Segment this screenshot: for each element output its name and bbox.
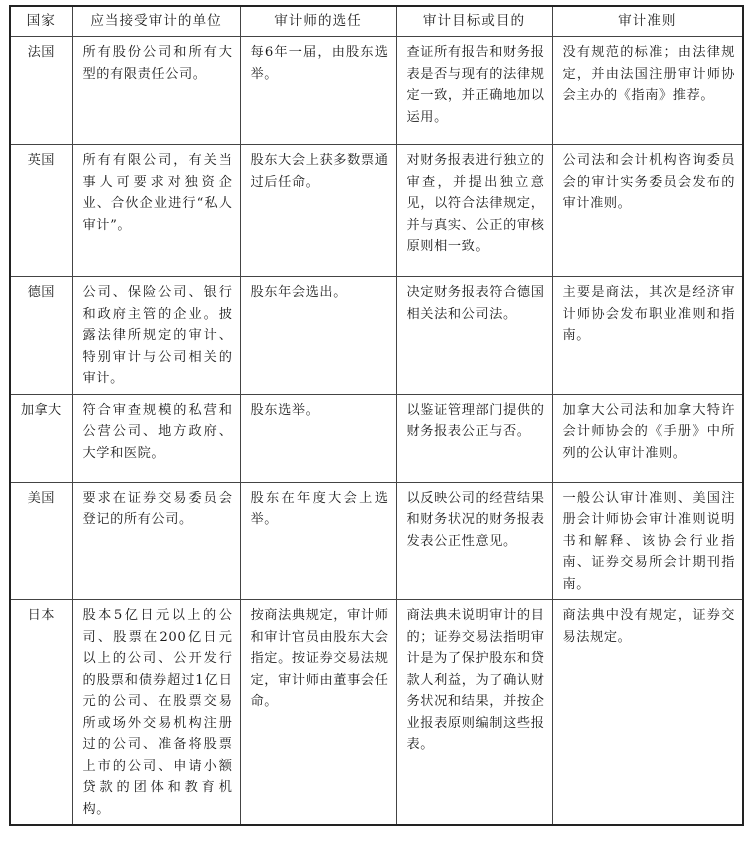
cell-auditor-selection: 股东年会选出。 — [240, 277, 396, 395]
table-row-germany — [10, 277, 743, 395]
cell-audit-objective: 对财务报表进行独立的审查，并提出独立意见，以符合法律规定，并与真实、公正的审核原则相一致。 — [396, 145, 552, 277]
cell-country: 法国 — [10, 37, 72, 145]
cell-audit-standards: 公司法和会计机构咨询委员会的审计实务委员会发布的审计准则。 — [552, 145, 743, 277]
cell-audit-objective: 以鉴证管理部门提供的财务报表公正与否。 — [396, 394, 552, 482]
cell-audited-units: 要求在证券交易委员会登记的所有公司。 — [72, 482, 240, 600]
cell-audit-standards: 商法典中没有规定，证券交易法规定。 — [552, 600, 743, 826]
cell-audited-units: 所有股份公司和所有大型的有限责任公司。 — [72, 37, 240, 145]
cell-country: 英国 — [10, 145, 72, 277]
cell-country: 德国 — [10, 277, 72, 395]
cell-auditor-selection: 按商法典规定，审计师和审计官员由股东大会指定。按证券交易法规定，审计师由董事会任命。 — [240, 600, 396, 826]
audit-comparison-table — [9, 5, 744, 826]
cell-country: 美国 — [10, 482, 72, 600]
cell-audit-objective: 查证所有报告和财务报表是否与现有的法律规定一致，并正确地加以运用。 — [396, 37, 552, 145]
cell-audited-units: 股本5亿日元以上的公司、股票在200亿日元以上的公司、公开发行的股票和债券超过1亿日元的公司、在股票交易所或场外交易机构注册过的公司、准备将股票上市的公司、申请小额贷款的团体和教育机构。 — [72, 600, 240, 826]
table-row-usa — [10, 482, 743, 600]
cell-audit-standards: 加拿大公司法和加拿大特许会计师协会的《手册》中所列的公认审计准则。 — [552, 394, 743, 482]
cell-country: 加拿大 — [10, 394, 72, 482]
table-row-france — [10, 37, 743, 145]
cell-audit-objective: 以反映公司的经营结果和财务状况的财务报表发表公正性意见。 — [396, 482, 552, 600]
cell-audit-standards: 主要是商法，其次是经济审计师协会发布职业准则和指南。 — [552, 277, 743, 395]
table-row-japan — [10, 600, 743, 826]
cell-country: 日本 — [10, 600, 72, 826]
table-header-row — [10, 6, 743, 37]
header-audit-objective: 审计目标或目的 — [396, 6, 552, 37]
table-row-uk — [10, 145, 743, 277]
cell-auditor-selection: 股东在年度大会上选举。 — [240, 482, 396, 600]
cell-audited-units: 符合审查规模的私营和公营公司、地方政府、大学和医院。 — [72, 394, 240, 482]
table-row-canada — [10, 394, 743, 482]
header-auditor-selection: 审计师的选任 — [240, 6, 396, 37]
cell-audit-standards: 一般公认审计准则、美国注册会计师协会审计准则说明书和解释、该协会行业指南、证券交易所会计期刊指南。 — [552, 482, 743, 600]
cell-audit-standards: 没有规范的标准；由法律规定，并由法国注册审计师协会主办的《指南》推荐。 — [552, 37, 743, 145]
cell-auditor-selection: 股东选举。 — [240, 394, 396, 482]
cell-audit-objective: 决定财务报表符合德国相关法和公司法。 — [396, 277, 552, 395]
cell-auditor-selection: 股东大会上获多数票通过后任命。 — [240, 145, 396, 277]
cell-audited-units: 公司、保险公司、银行和政府主管的企业。披露法律所规定的审计、特别审计与公司相关的审计。 — [72, 277, 240, 395]
cell-audit-objective: 商法典未说明审计的目的；证券交易法指明审计是为了保护股东和贷款人利益，为了确认财务状况和结果，并按企业报表原则编制这些报表。 — [396, 600, 552, 826]
cell-auditor-selection: 每6年一届，由股东选举。 — [240, 37, 396, 145]
header-audited-units: 应当接受审计的单位 — [72, 6, 240, 37]
audit-comparison-table-container — [9, 5, 742, 826]
header-audit-standards: 审计准则 — [552, 6, 743, 37]
cell-audited-units: 所有有限公司，有关当事人可要求对独资企业、合伙企业进行“私人审计”。 — [72, 145, 240, 277]
header-country: 国家 — [10, 6, 72, 37]
